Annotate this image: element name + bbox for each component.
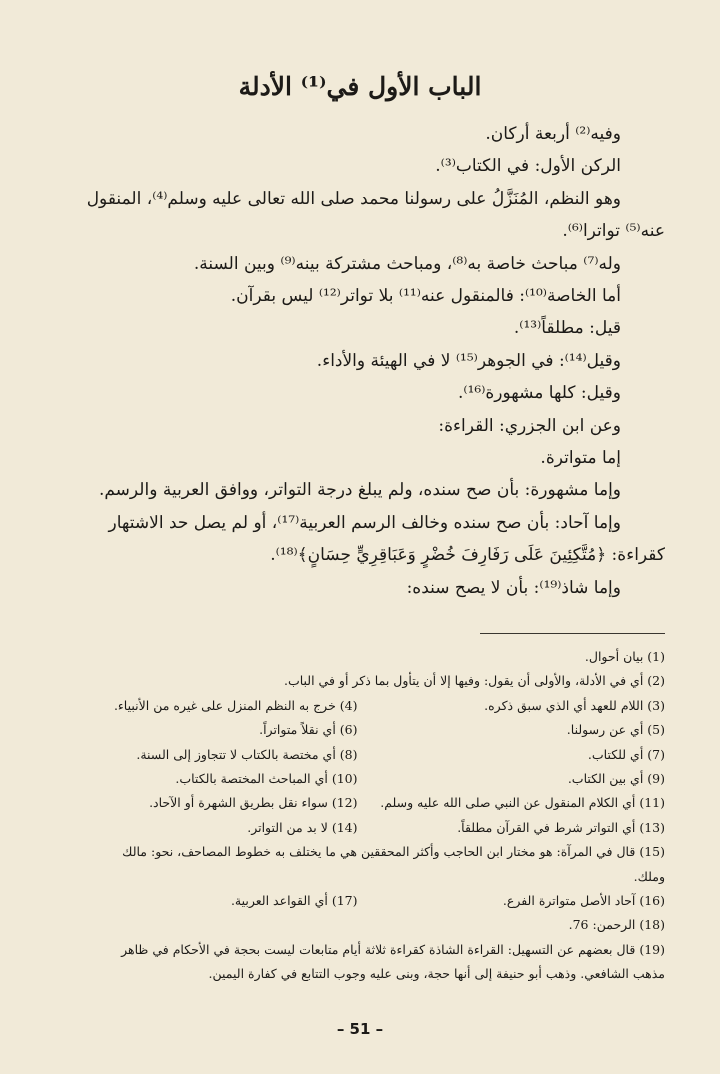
footnote-continuation: مذهب الشافعي. وذهب أبو حنيفة إلى أنها حجة، وبنى عليه وجوب التتابع في كفارة اليمين. (208, 966, 665, 982)
footnote: (13) أي التواتر شرط في القرآن مطلقاً. (457, 819, 665, 835)
footnote: (5) أي عن رسولنا. (566, 722, 665, 738)
text-line: وإما شاذ⁽¹⁹⁾: بأن لا يصح سنده: (406, 577, 621, 598)
footnote: (2) أي في الأدلة، والأولى أن يقول: وفيها إلا أن يتأول بما ذكر أو في الباب. (283, 673, 665, 689)
footnote: (19) قال بعضهم عن التسهيل: القراءة الشاذة كقراءة ثلاثة أيام متابعات ليست بحجة في الأحكام في ظاهر (121, 941, 665, 957)
footnote: (16) آحاد الأصل متواترة الفرع. (502, 893, 665, 909)
text-line: كقراءة: ﴿مُتَّكِئِينَ عَلَى رَفَارِفَ خُضْرٍ وَعَبَاقِرِيٍّ حِسَانٍ﴾⁽¹⁸⁾. (270, 545, 665, 566)
footnote: (4) خرج به النظم المنزل على غيره من الأنبياء. (113, 697, 358, 713)
footnotes (50, 645, 665, 987)
footnote: (3) اللام للعهد أي الذي سبق ذكره. (484, 697, 665, 713)
text-line: عنه⁽⁵⁾ تواترا⁽⁶⁾. (562, 221, 665, 242)
footnote: (7) أي للكتاب. (587, 746, 665, 762)
footnote: (9) أي بين الكتاب. (567, 771, 665, 787)
footnote-row (50, 694, 665, 718)
text-line: أما الخاصة⁽¹⁰⁾: فالمنقول عنه⁽¹¹⁾ بلا تواتر⁽¹²⁾ ليس بقرآن. (230, 286, 621, 307)
text-line: الركن الأول: في الكتاب⁽³⁾. (435, 156, 621, 177)
footnote-row (50, 743, 665, 767)
footnote: (14) لا بد من التواتر. (247, 819, 358, 835)
text-line: وله⁽⁷⁾ مباحث خاصة به⁽⁸⁾، ومباحث مشتركة بينه⁽⁹⁾ وبين السنة. (193, 253, 621, 274)
text-line: وإما آحاد: بأن صح سنده وخالف الرسم العربية⁽¹⁷⁾، أو لم يصل حد الاشتهار (108, 512, 621, 533)
footnote-row (50, 791, 665, 815)
text-line: وقيل: كلها مشهورة⁽¹⁶⁾. (457, 383, 621, 404)
footnote-separator (480, 633, 665, 634)
footnote: (6) أي نقلاً متواتراً. (259, 722, 358, 738)
footnote: (17) أي القواعد العربية. (230, 893, 358, 909)
footnote: (1) بيان أحوال. (584, 649, 665, 664)
text-line: وإما مشهورة: بأن صح سنده، ولم يبلغ درجة التواتر، ووافق العربية والرسم. (98, 480, 621, 501)
page-number: – 51 – (336, 1020, 384, 1038)
text-line: وقيل⁽¹⁴⁾: في الجوهر⁽¹⁵⁾ لا في الهيئة والأداء. (316, 350, 621, 371)
footnote: (8) أي مختصة بالكتاب لا تتجاوز إلى السنة. (136, 746, 358, 762)
main-text (55, 118, 665, 604)
text-line: وهو النظم، المُنَزَّلُ على رسولنا محمد صلى الله تعالى عليه وسلم⁽⁴⁾، المنقول (86, 188, 621, 209)
footnote: (10) أي المباحث المختصة بالكتاب. (175, 771, 358, 787)
footnote-row (50, 889, 665, 913)
footnote: (15) قال في المرآة: هو مختار ابن الحاجب وأكثر المحققين هي ما يختلف به خطوط المصاحف، نحو: مالك (122, 844, 665, 860)
footnote-row (50, 767, 665, 791)
footnote: (12) سواء نقل بطريق الشهرة أو الآحاد. (149, 795, 358, 811)
footnote-row (50, 816, 665, 840)
footnote: (11) أي الكلام المنقول عن النبي صلى الله عليه وسلم. (380, 795, 665, 811)
footnote-continuation: وملك. (633, 868, 665, 884)
text-line: وعن ابن الجزري: القراءة: (438, 415, 621, 436)
footnote: (18) الرحمن: 76. (568, 917, 665, 933)
chapter-title: الباب الأول في⁽¹⁾ الأدلة (238, 72, 482, 101)
text-line: وفيه⁽²⁾ أربعة أركان. (485, 124, 621, 144)
footnote-row (50, 718, 665, 742)
text-line: قيل: مطلقاً⁽¹³⁾. (513, 318, 621, 339)
text-line: إما متواترة. (540, 448, 621, 469)
